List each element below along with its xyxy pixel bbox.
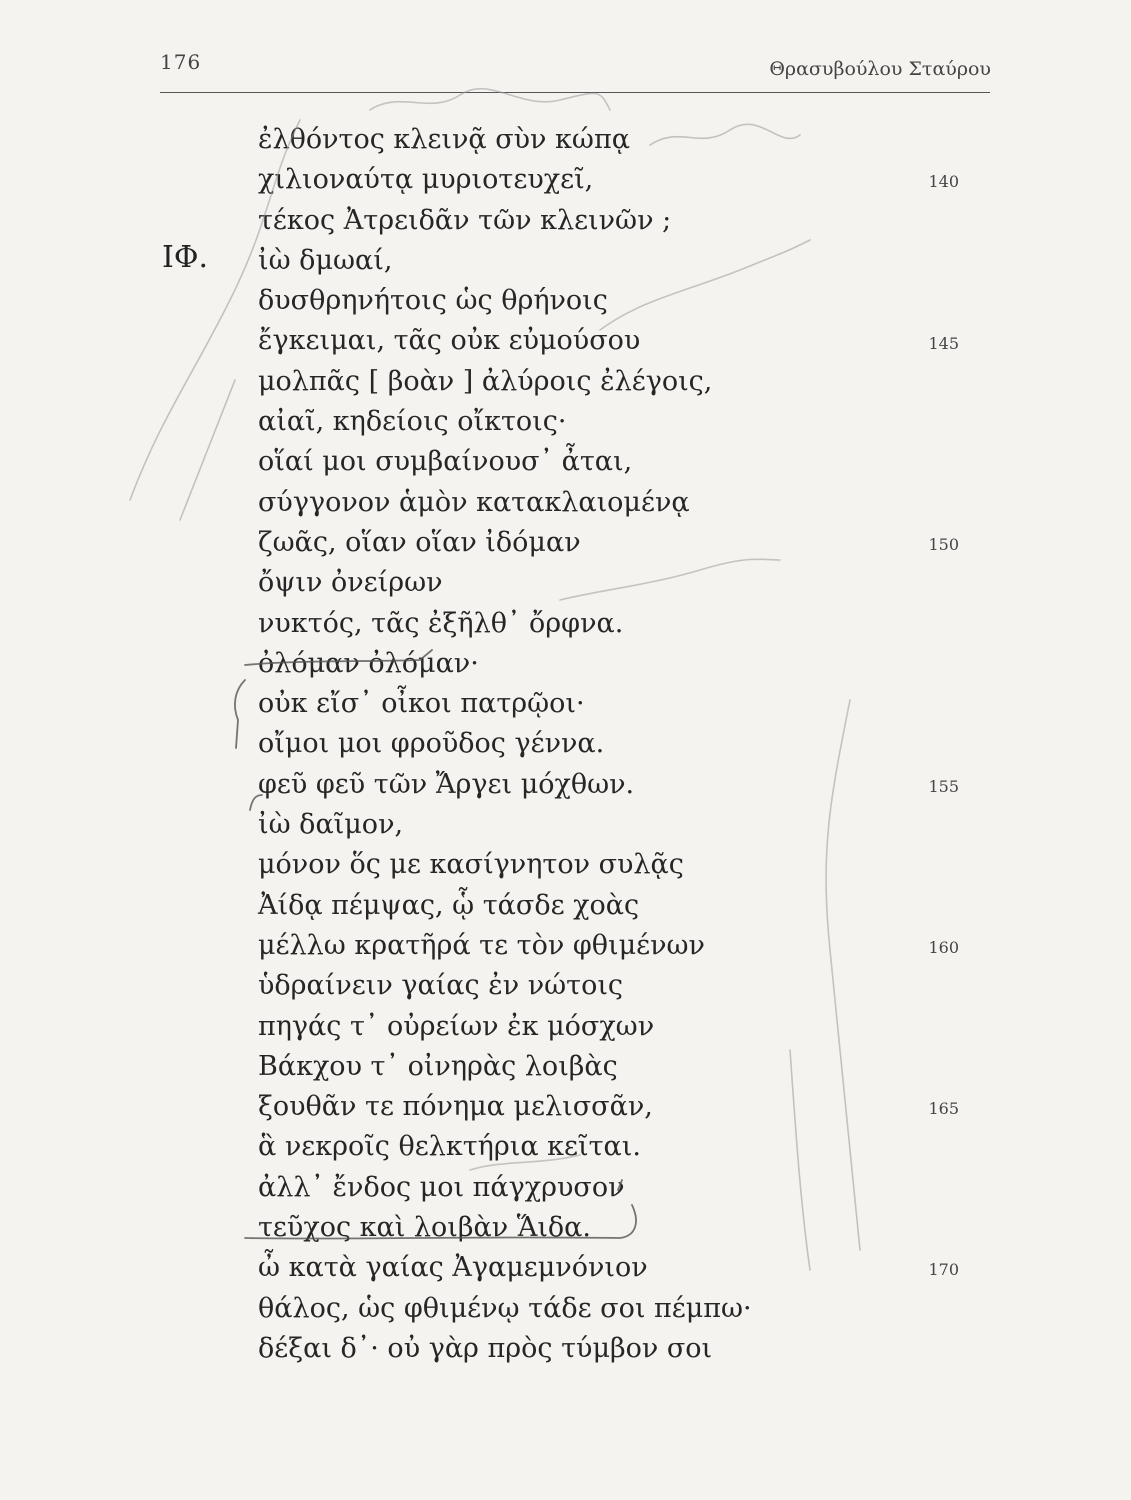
verse-line: μολπᾶς [ βοὰν ] ἀλύροις ἐλέγοις, (258, 365, 713, 397)
verse-line: ὀλόμαν ὀλόμαν· (258, 647, 479, 679)
line-number: 150 (928, 535, 959, 554)
verse-line: μέλλω κρατῆρά τε τὸν φθιμένων (258, 929, 705, 961)
verse-line: ὑδραίνειν γαίας ἐν νώτοις (258, 970, 624, 1002)
verse-line: σύγγονον ἁμὸν κατακλαιομένᾳ (258, 486, 690, 518)
page-number: 176 (160, 50, 202, 74)
verse-line: ἐλθόντος κλεινᾷ σὺν κώπᾳ (258, 124, 630, 155)
verse-block (258, 120, 752, 1369)
bracket-oukeis (235, 680, 245, 748)
verse-line: πηγάς τ᾽ οὐρείων ἐκ μόσχων (258, 1010, 655, 1042)
verse-line: ζωᾶς, οἵαν οἵαν ἰδόμαν (258, 526, 581, 558)
speaker-label: ΙΦ. (162, 240, 208, 275)
verse-line: θάλος, ὡς φθιμένῳ τάδε σοι πέμπω· (258, 1292, 752, 1324)
verse-line: οὐκ εἴσ᾽ οἶκοι πατρῷοι· (258, 688, 585, 720)
verse-line: ξουθᾶν τε πόνημα μελισσᾶν, (258, 1091, 653, 1123)
verse-line: ἰὼ δμωαί, (258, 244, 393, 276)
verse-line: τεῦχος καὶ λοιβὰν Ἅιδα. (258, 1212, 591, 1244)
verse-line: ἔγκειμαι, τᾶς οὐκ εὐμούσου (258, 325, 641, 357)
verse-line: ἀλλ᾽ ἔνδος μοι πάγχρυσον (258, 1171, 625, 1203)
line-number: 145 (928, 333, 959, 353)
verse-line: νυκτός, τᾶς ἐξῆλθ᾽ ὄρφνα. (258, 607, 624, 639)
running-title: Θρασυβούλου Σταύρου (769, 58, 991, 80)
verse-line: οἵαί μοι συμβαίνουσ᾽ ἆται, (258, 446, 633, 478)
verse-line: Ἀίδᾳ πέμψας, ᾧ τάσδε χοὰς (258, 889, 640, 921)
scribble-right-vertical-2 (790, 1050, 810, 1270)
verse-line: μόνον ὅς με κασίγνητον συλᾷς (258, 849, 684, 881)
verse-line: αἰαῖ, κηδείοις οἴκτοις· (258, 406, 567, 438)
scribble-left-margin-2 (180, 380, 235, 520)
verse-line: φεῦ φεῦ τῶν Ἄργει μόχθων. (258, 768, 635, 800)
verse-line: ὄψιν ὀνείρων (258, 567, 443, 599)
verse-line: οἴμοι μοι φροῦδος γέννα. (258, 728, 605, 760)
verse-line: Βάκχου τ᾽ οἰνηρὰς λοιβὰς (258, 1050, 618, 1082)
line-number: 160 (928, 938, 959, 957)
line-number: 165 (928, 1099, 959, 1119)
verse-line: ἰὼ δαῖμον, (258, 809, 404, 841)
header-rule (160, 92, 990, 93)
verse-line: χιλιοναύτᾳ μυριοτευχεῖ, (258, 164, 594, 196)
verse-line: ὦ κατὰ γαίας Ἀγαμεμνόνιον (258, 1252, 648, 1284)
scribble-right-vertical (826, 700, 860, 1250)
line-number: 140 (928, 172, 959, 192)
line-number: 170 (928, 1260, 959, 1280)
verse-line: δέξαι δ᾽· οὐ γὰρ πρὸς τύμβον σοι (258, 1332, 713, 1364)
verse-line: τέκος Ἀτρειδᾶν τῶν κλεινῶν ; (258, 204, 672, 236)
verse-line: ἃ νεκροῖς θελκτήρια κεῖται. (258, 1131, 641, 1163)
line-number: 155 (928, 776, 959, 796)
verse-line: δυσθρηνήτοις ὡς θρήνοις (258, 285, 608, 317)
